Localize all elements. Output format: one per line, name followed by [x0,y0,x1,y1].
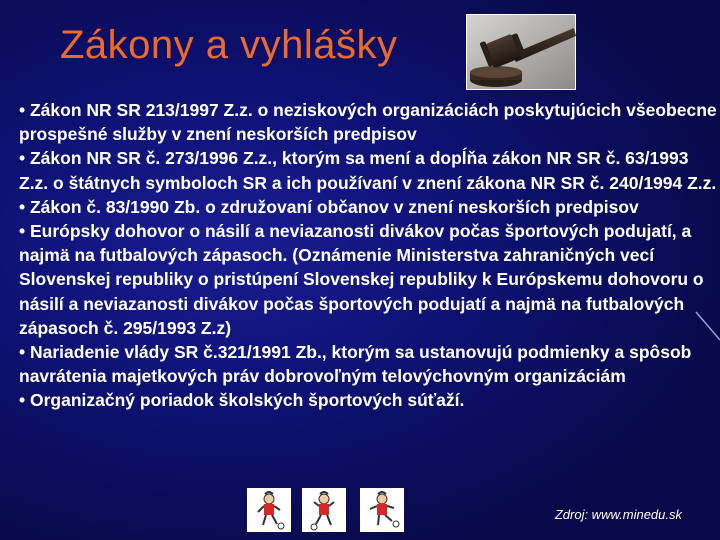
soccer-player-icon [247,488,291,532]
source-credit: Zdroj: www.minedu.sk [554,507,682,522]
list-item: • Zákon NR SR č. 273/1996 Z.z., ktorým sa mení a dopĺňa zákon NR SR č. 63/1993 Z.z. o štátnych symboloch SR a ich používaní v znení zákona NR SR č. 240/1994 Z.z. [19,148,717,193]
law-list [19,98,717,413]
list-item: • Zákon č. 83/1990 Zb. o združovaní občanov v znení neskorších predpisov [19,196,639,217]
list-item: • Nariadenie vlády SR č.321/1991 Zb., ktorým sa ustanovujú podmienky a spôsob navrátenia majetkových práv dobrovoľným telovýchovným organizáciám [19,342,692,387]
soccer-player-icon [360,488,404,532]
soccer-player-icon [302,488,346,532]
list-item: • Európsky dohovor o násilí a neviazanosti divákov počas športových podujatí, a najmä na futbalových zápasoch. (Oznámenie Ministerstva zahraničných vecí Slovenskej republiky o pristúpení Slovenskej republiky k Európskemu dohovoru o násilí a neviazanosti divákov počas športových podujatí a najmä na futbalových zápasoch č. 295/1993 Z.z) [19,221,704,338]
gavel-icon [466,14,576,90]
slide-title: Zákony a vyhlášky [60,23,398,67]
list-item: • Organizačný poriadok školských športových súťaží. [19,390,465,411]
decorative-line [694,310,720,344]
list-item: • Zákon NR SR 213/1997 Z.z. o neziskových organizáciách poskytujúcich všeobecne prospešné služby v znení neskorších predpisov [19,100,717,145]
